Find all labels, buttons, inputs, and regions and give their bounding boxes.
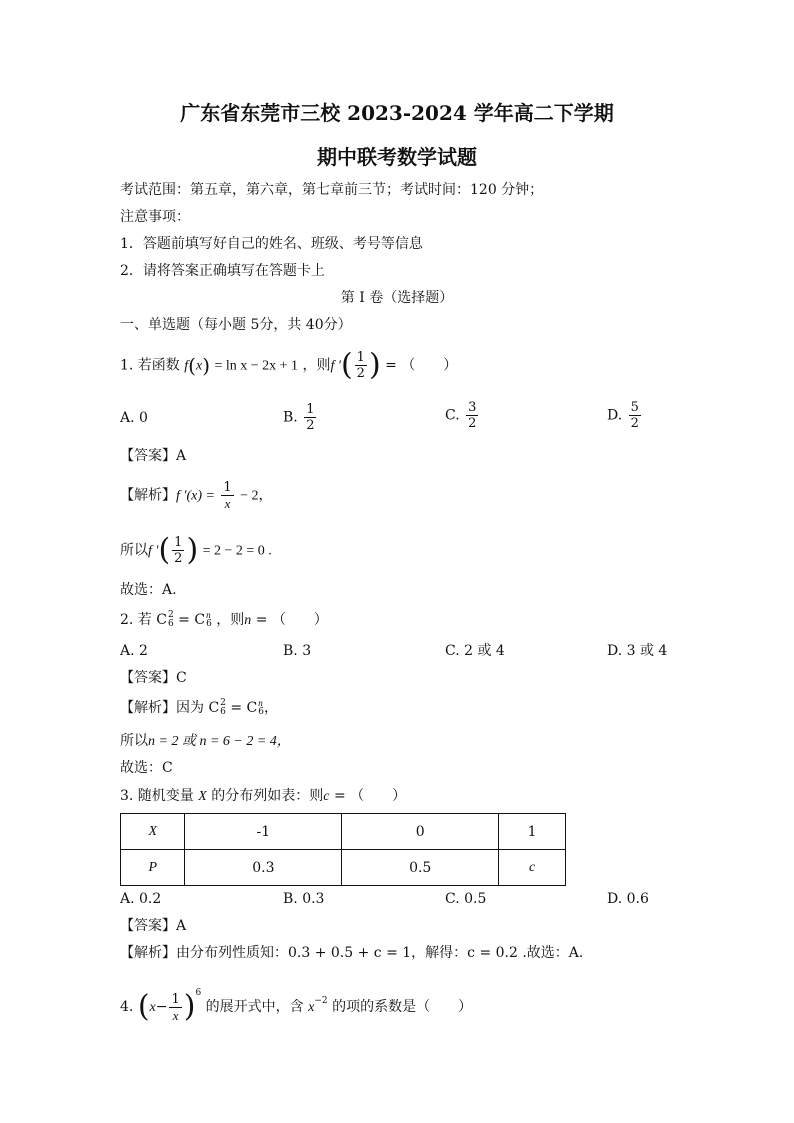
q3-option-c: C. 0.5 [445,891,487,907]
q3-option-b: B. 0.3 [283,891,325,907]
distribution-table [120,813,566,886]
exam-title-line2: 期中联考数学试题 [317,145,477,169]
q2-option-b: B. 3 [283,643,312,659]
q1-number: 1. 若函数 [120,357,180,374]
table-cell: P [121,850,185,886]
q1-option-a: A. 0 [120,410,148,426]
question-3-stem: 3. 随机变量 X 的分布列如表：则c = （ ） [120,788,407,804]
q1-fraction: $\frac{1}{2}$ [356,350,365,381]
q2-analysis: 【解析】因为 C 2 6 = C n 6 ， [120,698,278,717]
volume-heading: 第 I 卷（选择题） [340,290,454,306]
q2-answer: 【答案】C [120,670,187,686]
q3-option-a: A. 0.2 [120,891,162,907]
q2-choice: 故选：C [120,760,173,776]
notice-item-1: 1．答题前填写好自己的姓名、班级、考号等信息 [120,236,423,252]
q1-answer: 【答案】A [120,448,187,464]
table-cell: 0.5 [342,850,499,886]
exam-title-line1: 广东省东莞市三校 2023-2024 学年高二下学期 [180,101,614,125]
q1-var: x [195,358,203,374]
q2-option-c: C. 2 或 4 [445,643,505,659]
q1-then: ，则 [302,357,331,374]
q3-answer: 【答案】A [120,918,187,934]
q1-expr: = ln x − 2x + 1 [214,358,299,374]
table-cell: X [121,814,185,850]
table-cell: 0.3 [185,850,342,886]
q1-option-b: B. $\frac{1}{2}$ [283,402,315,433]
table-cell: 1 [499,814,566,850]
table-cell: -1 [185,814,342,850]
table-row [121,814,566,850]
question-1-stem: 1. 若函数 f(x) = ln x − 2x + 1 ，则f ′( $\frac{1}{2}$ ) = （ ） [120,347,458,383]
q1-analysis: 【解析】f ′(x) = $\frac{1}{x}$ − 2， [120,480,273,511]
notice-item-2: 2．请将答案正确填写在答题卡上 [120,263,325,279]
exam-scope: 考试范围：第五章，第六章，第七章前三节；考试时间：120 分钟； [120,182,544,198]
question-4-stem: 4. (x− $\frac{1}{x}$ )$^6$ 的展开式中，含 $x^{-2}$ 的项的系数是（ ） [120,988,473,1024]
q1-func: f [184,358,189,374]
question-2-stem: 2. 若 C 2 6 = C n 6 ，则n = （ ） [120,610,328,629]
table-cell: c [499,850,566,886]
notice-title: 注意事项： [120,209,190,225]
section-heading-single-choice: 一、单选题（每小题 5分，共 40分） [120,317,352,333]
table-cell: 0 [342,814,499,850]
q1-choice: 故选：A. [120,582,177,598]
q2-option-a: A. 2 [120,643,148,659]
q1-fprime: f ′ [330,358,341,374]
q1-so: 所以f ′( $\frac{1}{2}$ ) = 2 − 2 = 0 . [120,532,272,568]
q2-option-d: D. 3 或 4 [607,643,668,659]
q3-analysis: 【解析】由分布列性质知：0.3 + 0.5 + c = 1，解得：c = 0.2 .故选：A. [120,945,584,961]
q1-option-c: C. $\frac{3}{2}$ [445,400,477,431]
q2-so: 所以n = 2 或 n = 6 − 2 = 4， [120,733,291,749]
q3-option-d: D. 0.6 [607,891,649,907]
table-row [121,850,566,886]
q1-option-d: D. $\frac{5}{2}$ [607,400,639,431]
q1-tail: = （ ） [385,357,458,374]
